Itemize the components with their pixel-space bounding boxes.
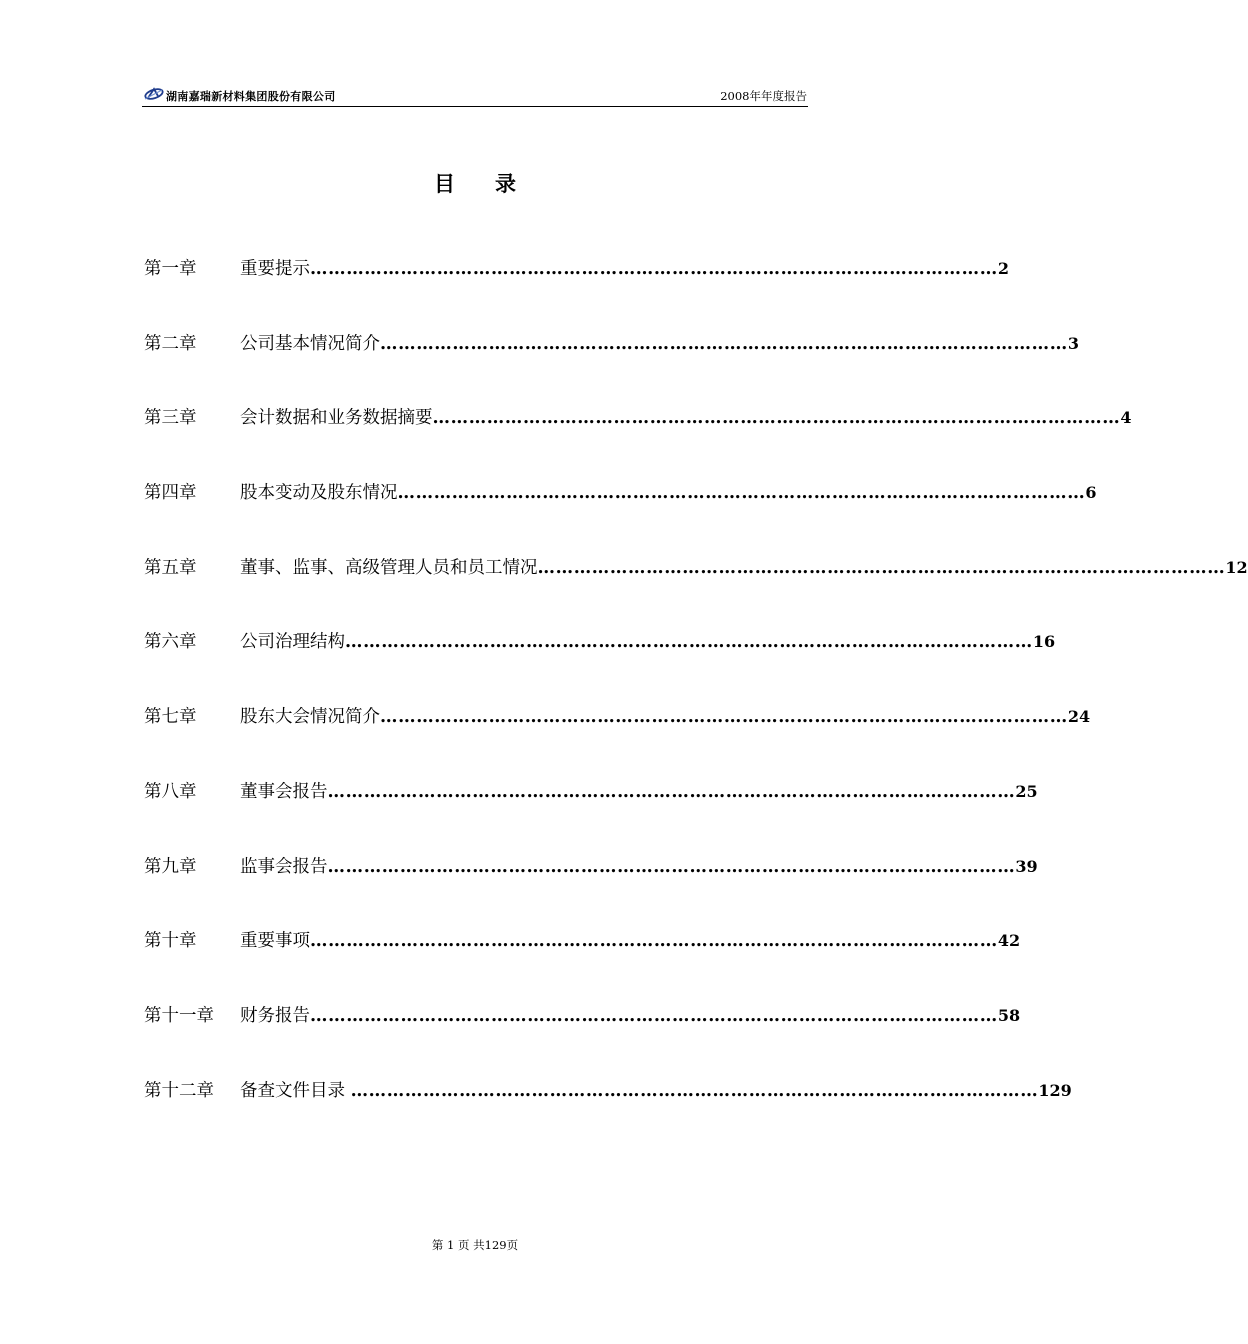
dot-leader: …………………………………………………………………………………………………… xyxy=(350,1080,1039,1101)
page-number: 25 xyxy=(1015,781,1038,801)
chapter-title: 股本变动及股东情况 xyxy=(240,483,398,504)
page-number: 42 xyxy=(997,931,1021,951)
page-number: 129 xyxy=(1038,1080,1072,1100)
page-number: 16 xyxy=(1032,632,1056,652)
company-logo-icon xyxy=(143,87,165,101)
toc-entry-11[interactable] xyxy=(144,1002,1021,1077)
chapter-number: 第四章 xyxy=(144,483,197,504)
company-name: 湖南嘉瑞新材料集团股份有限公司 xyxy=(166,90,336,103)
chapter-title: 财务报告 xyxy=(240,1005,310,1026)
dot-leader: …………………………………………………………………………………………………… xyxy=(327,781,1016,802)
dot-leader: …………………………………………………………………………………………………… xyxy=(537,557,1226,578)
chapter-number: 第七章 xyxy=(144,707,197,728)
page-number: 3 xyxy=(1067,333,1079,353)
chapter-title: 监事会报告 xyxy=(240,856,328,877)
page-number: 6 xyxy=(1085,483,1097,503)
toc-title: 目录 xyxy=(434,171,556,196)
chapter-title: 重要提示 xyxy=(240,259,310,279)
toc-entry-4[interactable] xyxy=(144,479,1097,554)
dot-leader: …………………………………………………………………………………………………… xyxy=(432,408,1121,429)
dot-leader: …………………………………………………………………………………………………… xyxy=(310,1005,998,1026)
page-number: 58 xyxy=(997,1005,1021,1025)
toc-entry-12[interactable] xyxy=(144,1077,1072,1152)
page-number: 24 xyxy=(1067,707,1091,727)
toc-entry-8[interactable] xyxy=(144,778,1038,853)
dot-leader: …………………………………………………………………………………………………… xyxy=(397,483,1086,504)
toc-entry-9[interactable] xyxy=(144,853,1038,928)
toc-entry-6[interactable] xyxy=(144,628,1056,703)
chapter-title: 公司基本情况简介 xyxy=(240,333,380,354)
page-number: 4 xyxy=(1120,408,1132,428)
chapter-number: 第六章 xyxy=(144,632,197,653)
page-number: 2 xyxy=(997,259,1009,278)
toc-entry-5[interactable] xyxy=(144,554,1248,629)
dot-leader: …………………………………………………………………………………………………… xyxy=(380,333,1068,354)
page-header xyxy=(142,84,808,107)
chapter-title: 公司治理结构 xyxy=(240,632,345,653)
page-footer: 第 1 页 共129页 xyxy=(431,1238,519,1252)
dot-leader: …………………………………………………………………………………………………… xyxy=(310,931,998,952)
dot-leader: …………………………………………………………………………………………………… xyxy=(380,707,1068,728)
chapter-number: 第十二章 xyxy=(144,1080,214,1101)
dot-leader: …………………………………………………………………………………………………… xyxy=(345,632,1033,653)
chapter-number: 第五章 xyxy=(144,557,197,578)
table-of-contents xyxy=(144,255,1248,1151)
page-number: 12 xyxy=(1225,557,1248,577)
chapter-number: 第一章 xyxy=(144,259,197,279)
page-number: 39 xyxy=(1015,856,1038,876)
toc-entry-7[interactable] xyxy=(144,703,1091,778)
dot-leader: …………………………………………………………………………………………………… xyxy=(327,856,1016,877)
chapter-title: 董事、监事、高级管理人员和员工情况 xyxy=(240,557,538,578)
chapter-title: 备查文件目录 xyxy=(240,1080,351,1101)
dot-leader: …………………………………………………………………………………………………… xyxy=(310,259,998,279)
chapter-number: 第九章 xyxy=(144,856,197,877)
toc-entry-10[interactable] xyxy=(144,927,1021,1002)
chapter-number: 第三章 xyxy=(144,408,197,429)
chapter-number: 第八章 xyxy=(144,781,197,802)
chapter-number: 第十一章 xyxy=(144,1005,214,1026)
chapter-title: 股东大会情况简介 xyxy=(240,707,380,728)
toc-entry-1[interactable] xyxy=(144,255,1009,330)
report-title: 2008年年度报告 xyxy=(720,89,807,103)
toc-entry-2[interactable] xyxy=(144,330,1079,405)
chapter-title: 董事会报告 xyxy=(240,781,328,802)
toc-entry-3[interactable] xyxy=(144,404,1132,479)
chapter-title: 会计数据和业务数据摘要 xyxy=(240,408,433,429)
chapter-number: 第十章 xyxy=(144,931,197,952)
chapter-number: 第二章 xyxy=(144,333,197,354)
chapter-title: 重要事项 xyxy=(240,931,310,952)
